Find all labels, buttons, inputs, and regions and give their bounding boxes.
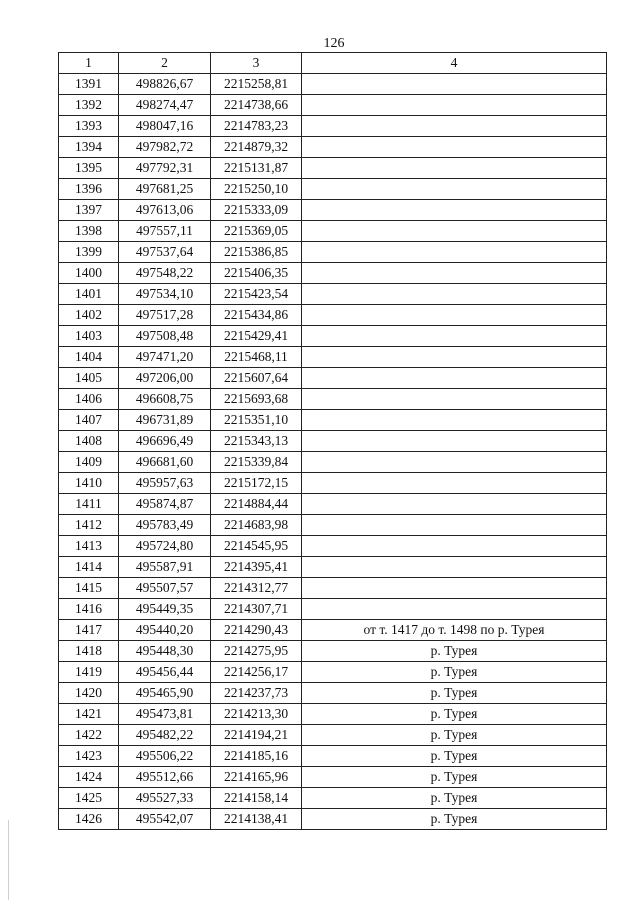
point-number-cell: 1402 (59, 305, 119, 326)
y-coordinate-cell: 2214884,44 (211, 494, 302, 515)
description-cell (302, 242, 607, 263)
y-coordinate-cell: 2215423,54 (211, 284, 302, 305)
description-cell (302, 116, 607, 137)
y-coordinate-cell: 2214185,16 (211, 746, 302, 767)
description-cell (302, 347, 607, 368)
table-row (59, 473, 607, 494)
x-coordinate-cell: 495587,91 (119, 557, 211, 578)
description-cell (302, 200, 607, 221)
x-coordinate-cell: 498826,67 (119, 74, 211, 95)
point-number-cell: 1398 (59, 221, 119, 242)
x-coordinate-cell: 496731,89 (119, 410, 211, 431)
description-cell (302, 473, 607, 494)
y-coordinate-cell: 2214738,66 (211, 95, 302, 116)
point-number-cell: 1426 (59, 809, 119, 830)
description-cell (302, 179, 607, 200)
table-row (59, 326, 607, 347)
point-number-cell: 1392 (59, 95, 119, 116)
y-coordinate-cell: 2215333,09 (211, 200, 302, 221)
description-cell (302, 599, 607, 620)
description-cell (302, 326, 607, 347)
y-coordinate-cell: 2215386,85 (211, 242, 302, 263)
description-cell: р. Турея (302, 767, 607, 788)
y-coordinate-cell: 2215339,84 (211, 452, 302, 473)
table-row (59, 599, 607, 620)
column-header-3: 3 (211, 53, 302, 74)
coordinates-table (58, 52, 607, 830)
y-coordinate-cell: 2215693,68 (211, 389, 302, 410)
table-row (59, 95, 607, 116)
point-number-cell: 1401 (59, 284, 119, 305)
table-row (59, 137, 607, 158)
x-coordinate-cell: 495542,07 (119, 809, 211, 830)
table-row (59, 74, 607, 95)
column-header-1: 1 (59, 53, 119, 74)
description-cell (302, 284, 607, 305)
point-number-cell: 1391 (59, 74, 119, 95)
description-cell (302, 74, 607, 95)
point-number-cell: 1420 (59, 683, 119, 704)
table-row (59, 578, 607, 599)
x-coordinate-cell: 495874,87 (119, 494, 211, 515)
table-row (59, 200, 607, 221)
table-row (59, 242, 607, 263)
table-row (59, 725, 607, 746)
description-cell: р. Турея (302, 809, 607, 830)
description-cell (302, 221, 607, 242)
x-coordinate-cell: 495482,22 (119, 725, 211, 746)
description-cell (302, 431, 607, 452)
point-number-cell: 1415 (59, 578, 119, 599)
table-row (59, 389, 607, 410)
table-row (59, 284, 607, 305)
table-row (59, 179, 607, 200)
description-cell: р. Турея (302, 704, 607, 725)
table-row (59, 704, 607, 725)
column-header-2: 2 (119, 53, 211, 74)
x-coordinate-cell: 496696,49 (119, 431, 211, 452)
x-coordinate-cell: 495456,44 (119, 662, 211, 683)
point-number-cell: 1406 (59, 389, 119, 410)
description-cell (302, 389, 607, 410)
point-number-cell: 1418 (59, 641, 119, 662)
y-coordinate-cell: 2214213,30 (211, 704, 302, 725)
y-coordinate-cell: 2214683,98 (211, 515, 302, 536)
point-number-cell: 1417 (59, 620, 119, 641)
point-number-cell: 1405 (59, 368, 119, 389)
point-number-cell: 1394 (59, 137, 119, 158)
description-cell: р. Турея (302, 788, 607, 809)
y-coordinate-cell: 2214312,77 (211, 578, 302, 599)
description-cell (302, 137, 607, 158)
table-row (59, 536, 607, 557)
point-number-cell: 1423 (59, 746, 119, 767)
x-coordinate-cell: 497206,00 (119, 368, 211, 389)
x-coordinate-cell: 495957,63 (119, 473, 211, 494)
x-coordinate-cell: 497534,10 (119, 284, 211, 305)
y-coordinate-cell: 2214138,41 (211, 809, 302, 830)
column-header-4: 4 (302, 53, 607, 74)
description-cell (302, 578, 607, 599)
table-row (59, 620, 607, 641)
table-row (59, 305, 607, 326)
y-coordinate-cell: 2214256,17 (211, 662, 302, 683)
x-coordinate-cell: 496608,75 (119, 389, 211, 410)
x-coordinate-cell: 495449,35 (119, 599, 211, 620)
description-cell (302, 452, 607, 473)
table-row (59, 767, 607, 788)
table-row (59, 788, 607, 809)
x-coordinate-cell: 497471,20 (119, 347, 211, 368)
table-row (59, 494, 607, 515)
x-coordinate-cell: 497537,64 (119, 242, 211, 263)
x-coordinate-cell: 497557,11 (119, 221, 211, 242)
table-row (59, 641, 607, 662)
y-coordinate-cell: 2214194,21 (211, 725, 302, 746)
description-cell (302, 557, 607, 578)
table-row (59, 116, 607, 137)
x-coordinate-cell: 495507,57 (119, 578, 211, 599)
x-coordinate-cell: 495506,22 (119, 746, 211, 767)
table-row (59, 662, 607, 683)
point-number-cell: 1393 (59, 116, 119, 137)
description-cell (302, 368, 607, 389)
x-coordinate-cell: 495783,49 (119, 515, 211, 536)
y-coordinate-cell: 2214307,71 (211, 599, 302, 620)
description-cell (302, 158, 607, 179)
y-coordinate-cell: 2215369,05 (211, 221, 302, 242)
x-coordinate-cell: 497508,48 (119, 326, 211, 347)
y-coordinate-cell: 2214545,95 (211, 536, 302, 557)
point-number-cell: 1399 (59, 242, 119, 263)
table-row (59, 683, 607, 704)
x-coordinate-cell: 495448,30 (119, 641, 211, 662)
point-number-cell: 1396 (59, 179, 119, 200)
x-coordinate-cell: 498274,47 (119, 95, 211, 116)
table-row (59, 221, 607, 242)
y-coordinate-cell: 2214158,14 (211, 788, 302, 809)
point-number-cell: 1408 (59, 431, 119, 452)
table-row (59, 557, 607, 578)
scan-edge-mark (8, 820, 9, 900)
y-coordinate-cell: 2214290,43 (211, 620, 302, 641)
description-cell: от т. 1417 до т. 1498 по р. Турея (302, 620, 607, 641)
y-coordinate-cell: 2215429,41 (211, 326, 302, 347)
description-cell (302, 410, 607, 431)
point-number-cell: 1407 (59, 410, 119, 431)
y-coordinate-cell: 2215250,10 (211, 179, 302, 200)
table-row (59, 431, 607, 452)
y-coordinate-cell: 2215343,13 (211, 431, 302, 452)
table-header-row (59, 53, 607, 74)
point-number-cell: 1404 (59, 347, 119, 368)
x-coordinate-cell: 495512,66 (119, 767, 211, 788)
point-number-cell: 1395 (59, 158, 119, 179)
y-coordinate-cell: 2214165,96 (211, 767, 302, 788)
point-number-cell: 1413 (59, 536, 119, 557)
point-number-cell: 1409 (59, 452, 119, 473)
x-coordinate-cell: 497982,72 (119, 137, 211, 158)
table-row (59, 158, 607, 179)
table-row (59, 746, 607, 767)
point-number-cell: 1416 (59, 599, 119, 620)
description-cell: р. Турея (302, 746, 607, 767)
point-number-cell: 1419 (59, 662, 119, 683)
y-coordinate-cell: 2214879,32 (211, 137, 302, 158)
table-row (59, 515, 607, 536)
y-coordinate-cell: 2215607,64 (211, 368, 302, 389)
x-coordinate-cell: 497681,25 (119, 179, 211, 200)
x-coordinate-cell: 497613,06 (119, 200, 211, 221)
table-row (59, 368, 607, 389)
x-coordinate-cell: 495440,20 (119, 620, 211, 641)
x-coordinate-cell: 497548,22 (119, 263, 211, 284)
point-number-cell: 1411 (59, 494, 119, 515)
point-number-cell: 1414 (59, 557, 119, 578)
table-body (59, 74, 607, 830)
description-cell (302, 263, 607, 284)
x-coordinate-cell: 496681,60 (119, 452, 211, 473)
description-cell (302, 95, 607, 116)
description-cell: р. Турея (302, 641, 607, 662)
table-row (59, 263, 607, 284)
y-coordinate-cell: 2215258,81 (211, 74, 302, 95)
description-cell (302, 494, 607, 515)
x-coordinate-cell: 495527,33 (119, 788, 211, 809)
point-number-cell: 1397 (59, 200, 119, 221)
point-number-cell: 1403 (59, 326, 119, 347)
description-cell (302, 515, 607, 536)
x-coordinate-cell: 497792,31 (119, 158, 211, 179)
point-number-cell: 1412 (59, 515, 119, 536)
point-number-cell: 1410 (59, 473, 119, 494)
x-coordinate-cell: 495724,80 (119, 536, 211, 557)
point-number-cell: 1400 (59, 263, 119, 284)
description-cell: р. Турея (302, 725, 607, 746)
point-number-cell: 1421 (59, 704, 119, 725)
y-coordinate-cell: 2215351,10 (211, 410, 302, 431)
y-coordinate-cell: 2215131,87 (211, 158, 302, 179)
page-number: 126 (323, 36, 345, 51)
point-number-cell: 1425 (59, 788, 119, 809)
y-coordinate-cell: 2214395,41 (211, 557, 302, 578)
y-coordinate-cell: 2215172,15 (211, 473, 302, 494)
x-coordinate-cell: 497517,28 (119, 305, 211, 326)
table-row (59, 410, 607, 431)
x-coordinate-cell: 495465,90 (119, 683, 211, 704)
description-cell: р. Турея (302, 662, 607, 683)
description-cell (302, 536, 607, 557)
description-cell (302, 305, 607, 326)
y-coordinate-cell: 2214237,73 (211, 683, 302, 704)
y-coordinate-cell: 2215468,11 (211, 347, 302, 368)
y-coordinate-cell: 2215434,86 (211, 305, 302, 326)
description-cell: р. Турея (302, 683, 607, 704)
table-row (59, 347, 607, 368)
point-number-cell: 1424 (59, 767, 119, 788)
table-row (59, 452, 607, 473)
y-coordinate-cell: 2214275,95 (211, 641, 302, 662)
y-coordinate-cell: 2214783,23 (211, 116, 302, 137)
x-coordinate-cell: 495473,81 (119, 704, 211, 725)
x-coordinate-cell: 498047,16 (119, 116, 211, 137)
point-number-cell: 1422 (59, 725, 119, 746)
table-row (59, 809, 607, 830)
y-coordinate-cell: 2215406,35 (211, 263, 302, 284)
